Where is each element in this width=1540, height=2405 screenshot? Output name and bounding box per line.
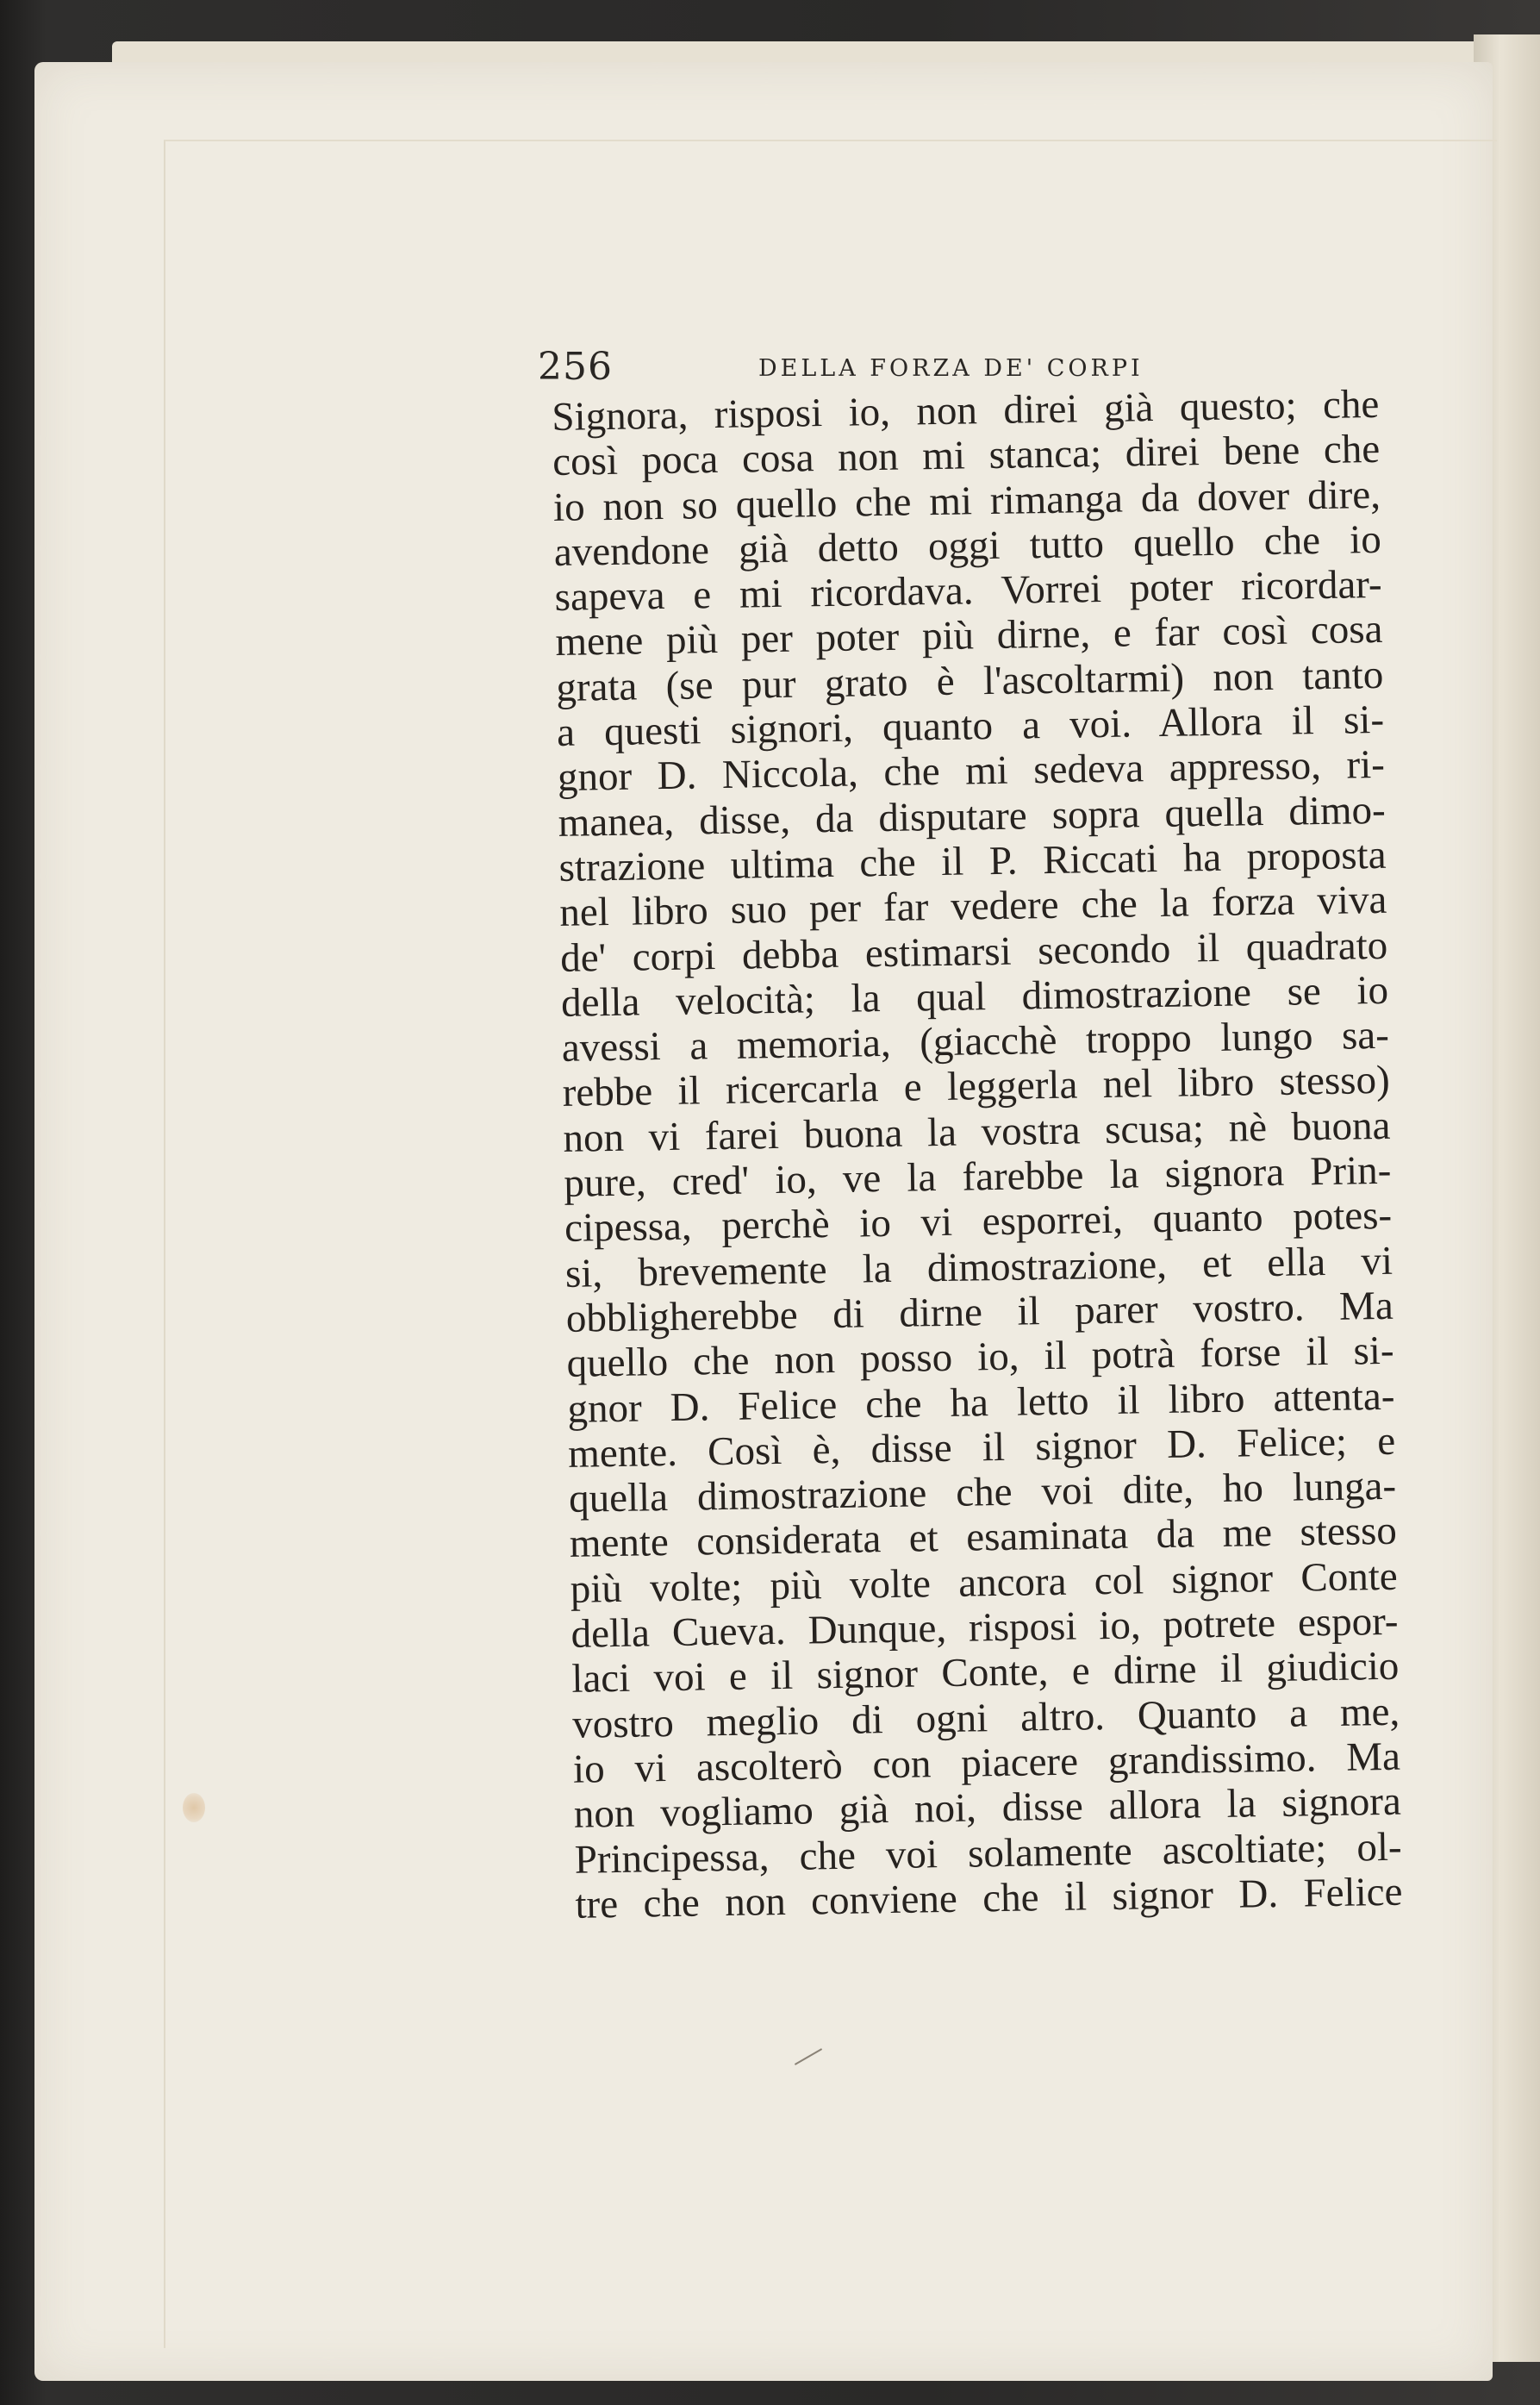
running-head: DELLA FORZA DE' CORPI — [758, 355, 1144, 382]
text-line: mente considerata et esaminata da me stesso — [569, 1509, 1398, 1567]
body-text — [552, 382, 1403, 1927]
text-line: a questi signori, quanto a voi. Allora il si- — [556, 697, 1385, 756]
text-line: quella dimostrazione che voi dite, ho lunga- — [568, 1463, 1397, 1521]
text-line: sapeva e mi ricordava. Vorrei poter ricordar- — [554, 562, 1382, 621]
text-line: gnor D. Felice che ha letto il libro attenta- — [567, 1373, 1395, 1432]
text-line: strazione ultima che il P. Riccati ha proposta — [558, 832, 1387, 890]
text-line: mente. Così è, disse il signor D. Felice; e — [567, 1418, 1396, 1477]
text-line: mene più per poter più dirne, e far così cosa — [555, 607, 1383, 665]
text-line: laci voi e il signor Conte, e dirne il giudicio — [571, 1644, 1400, 1702]
paper-stain — [183, 1793, 205, 1822]
text-line: pure, cred' io, ve la farebbe la signora Prin- — [563, 1147, 1392, 1206]
text-line: io non so quello che mi rimanga da dover dire, — [552, 472, 1381, 530]
text-line: de' corpi debba estimarsi secondo il quadrato — [559, 922, 1388, 981]
text-line: gnor D. Niccola, che mi sedeva appresso, ri- — [557, 742, 1386, 801]
text-line: della Cueva. Dunque, risposi io, potrete espor- — [570, 1598, 1399, 1657]
text-line: quello che non posso io, il potrà forse il si- — [566, 1328, 1394, 1387]
page-number: 256 — [538, 345, 613, 389]
text-line: io vi ascolterò con piacere grandissimo. Ma — [572, 1733, 1401, 1792]
text-line: tre che non conviene che il signor D. Felice — [575, 1869, 1403, 1927]
text-line: Principessa, che voi solamente ascoltiate; ol- — [574, 1824, 1402, 1883]
text-line: Signora, risposi io, non direi già questo; che — [552, 381, 1380, 440]
text-line: si, brevemente la dimostrazione, et ella vi — [564, 1238, 1393, 1296]
text-line: non vi farei buona la vostra scusa; nè buona — [563, 1103, 1391, 1161]
text-line: nel libro suo per far vedere che la forza viva — [559, 878, 1387, 936]
text-line: avendone già detto oggi tutto quello che io — [553, 516, 1382, 575]
text-line: rebbe il ricercarla e leggerla nel libro stesso) — [562, 1058, 1391, 1116]
text-line: più volte; più volte ancora col signor Conte — [570, 1553, 1399, 1612]
text-line: non vogliamo già noi, disse allora la signora — [573, 1778, 1402, 1837]
text-line: obbligherebbe di dirne il parer vostro. Ma — [565, 1283, 1394, 1341]
text-line: vostro meglio di ogni altro. Quanto a me, — [571, 1689, 1400, 1747]
text-line: così poca cosa non mi stanca; direi bene che — [552, 427, 1381, 485]
text-line: grata (se pur grato è l'ascoltarmi) non tanto — [555, 652, 1384, 710]
text-line: cipessa, perchè io vi esporrei, quanto potes- — [564, 1193, 1393, 1252]
text-line: avessi a memoria, (giacchè troppo lungo sa- — [561, 1012, 1390, 1071]
text-line: manea, disse, da disputare sopra quella dimo- — [558, 787, 1387, 846]
text-line: della velocità; la qual dimostrazione se io — [560, 967, 1389, 1026]
